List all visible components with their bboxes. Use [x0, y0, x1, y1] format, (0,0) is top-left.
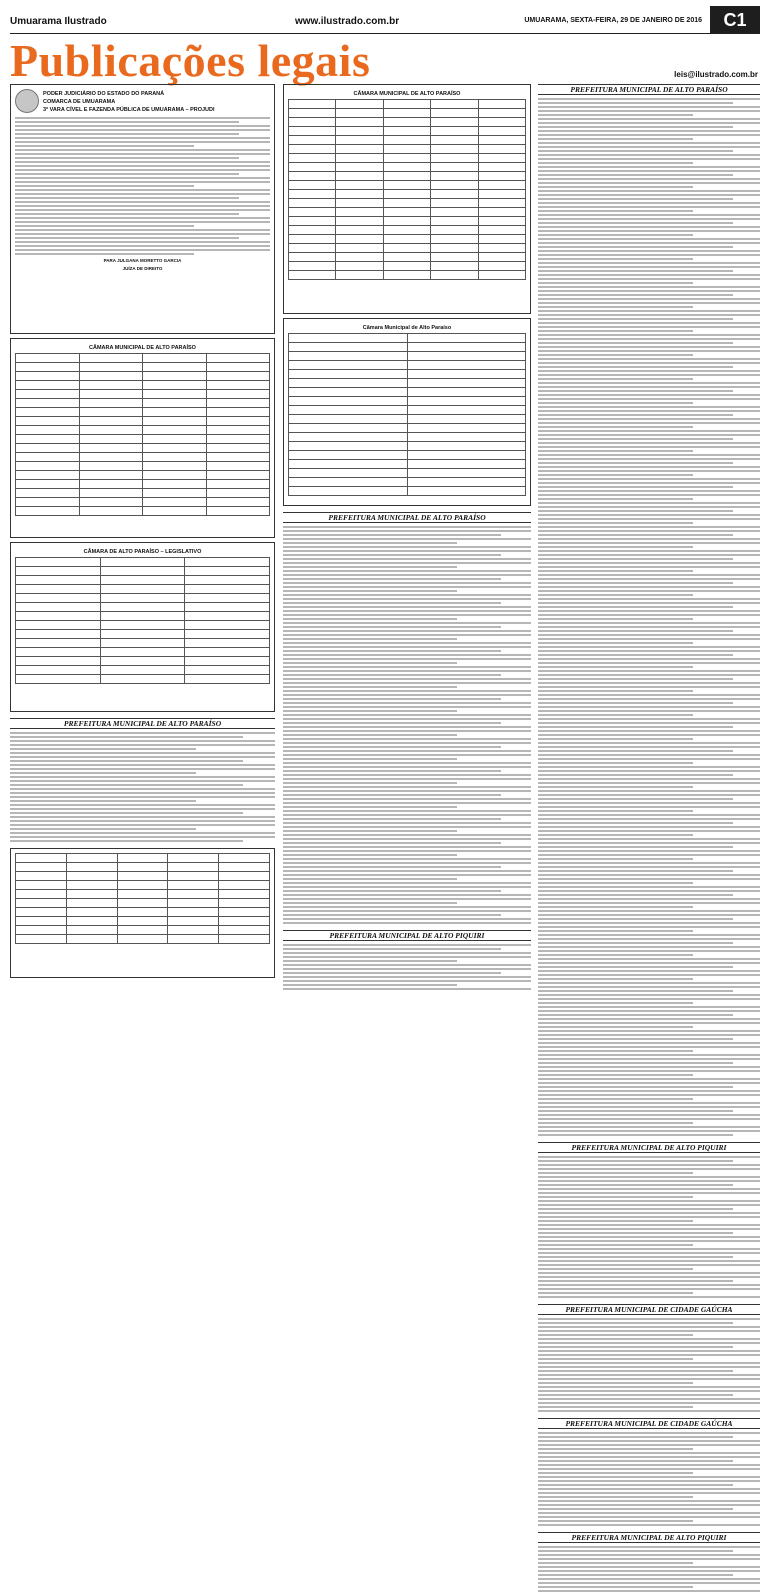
- camara2-title: CÂMARA DE ALTO PARAÍSO – LEGISLATIVO: [83, 549, 202, 555]
- prefeitura-notice-body: [10, 732, 275, 842]
- judge-name: PARA JULGANA MORETTO GARCIA: [103, 258, 182, 263]
- prefeitura-alto-paraiso-banner: PREFEITURA MUNICIPAL DE ALTO PARAÍSO: [10, 718, 275, 729]
- prefeitura-middle-banner: PREFEITURA MUNICIPAL DE ALTO PARAÍSO: [283, 512, 531, 523]
- camara-revenue-report: [283, 318, 531, 506]
- alto-piquiri-body-2: [538, 1546, 760, 1592]
- revenue-table: [288, 333, 526, 496]
- balance-table: [15, 353, 270, 516]
- page-title: Publicações legais: [10, 35, 371, 86]
- portarias-body: [283, 526, 531, 924]
- financial-table-box: [10, 848, 275, 978]
- camara-balance-sheet: [10, 338, 275, 538]
- prefeitura-alto-piquiri-right-banner: PREFEITURA MUNICIPAL DE ALTO PIQUIRI: [538, 1142, 760, 1153]
- budget-table: [288, 99, 526, 280]
- camara-budget-report: [283, 84, 531, 314]
- website-url[interactable]: www.ilustrado.com.br: [295, 16, 400, 27]
- alto-piquiri-body: [283, 944, 531, 990]
- legislativo-table: [15, 557, 270, 684]
- page-header: [10, 12, 760, 32]
- prefeitura-alto-piquiri-banner: PREFEITURA MUNICIPAL DE ALTO PIQUIRI: [283, 930, 531, 941]
- camara-revenue-title: Câmara Municipal de Alto Paraíso: [362, 325, 452, 331]
- court-heading-2: COMARCA DE UMUARAMA: [43, 99, 116, 105]
- judge-title: JUÍZA DE DIREITO: [122, 266, 163, 271]
- issue-date: UMUARAMA, SEXTA-FEIRA, 29 DE JANEIRO DE 2016: [524, 17, 702, 24]
- financial-table: [15, 853, 270, 944]
- prefeitura-alto-piquiri-banner-2: PREFEITURA MUNICIPAL DE ALTO PIQUIRI: [538, 1532, 760, 1543]
- cidade-gaucha-body-1: [538, 1318, 760, 1412]
- camara-title: CÂMARA MUNICIPAL DE ALTO PARAÍSO: [89, 345, 196, 351]
- court-heading-1: PODER JUDICIÁRIO DO ESTADO DO PARANÁ: [43, 91, 165, 97]
- prefeitura-cidade-gaucha-banner-2: PREFEITURA MUNICIPAL DE CIDADE GAÚCHA: [538, 1418, 760, 1429]
- contact-email[interactable]: leis@ilustrado.com.br: [674, 70, 758, 79]
- column-left: [10, 84, 275, 1018]
- column-right: [538, 84, 760, 1542]
- court-notice: [10, 84, 275, 334]
- column-middle: [283, 84, 531, 1018]
- prefeitura-alto-paraiso-right-banner: PREFEITURA MUNICIPAL DE ALTO PARAÍSO: [538, 84, 760, 95]
- prefeitura-cidade-gaucha-banner-1: PREFEITURA MUNICIPAL DE CIDADE GAÚCHA: [538, 1304, 760, 1315]
- section-badge: C1: [710, 6, 760, 34]
- court-notice-body: [15, 117, 270, 357]
- court-heading-3: 3ª VARA CÍVEL E FAZENDA PÚBLICA DE UMUARAMA – PROJUDI: [43, 107, 215, 113]
- camara-budget-title: CÂMARA MUNICIPAL DE ALTO PARAÍSO: [353, 91, 461, 97]
- camara-legislativo-report: [10, 542, 275, 712]
- cidade-gaucha-body-2: [538, 1432, 760, 1526]
- extratos-body: [538, 98, 760, 1136]
- newspaper-name: Umuarama Ilustrado: [10, 16, 107, 27]
- court-seal-icon: [15, 89, 39, 113]
- decreto-body: [538, 1156, 760, 1298]
